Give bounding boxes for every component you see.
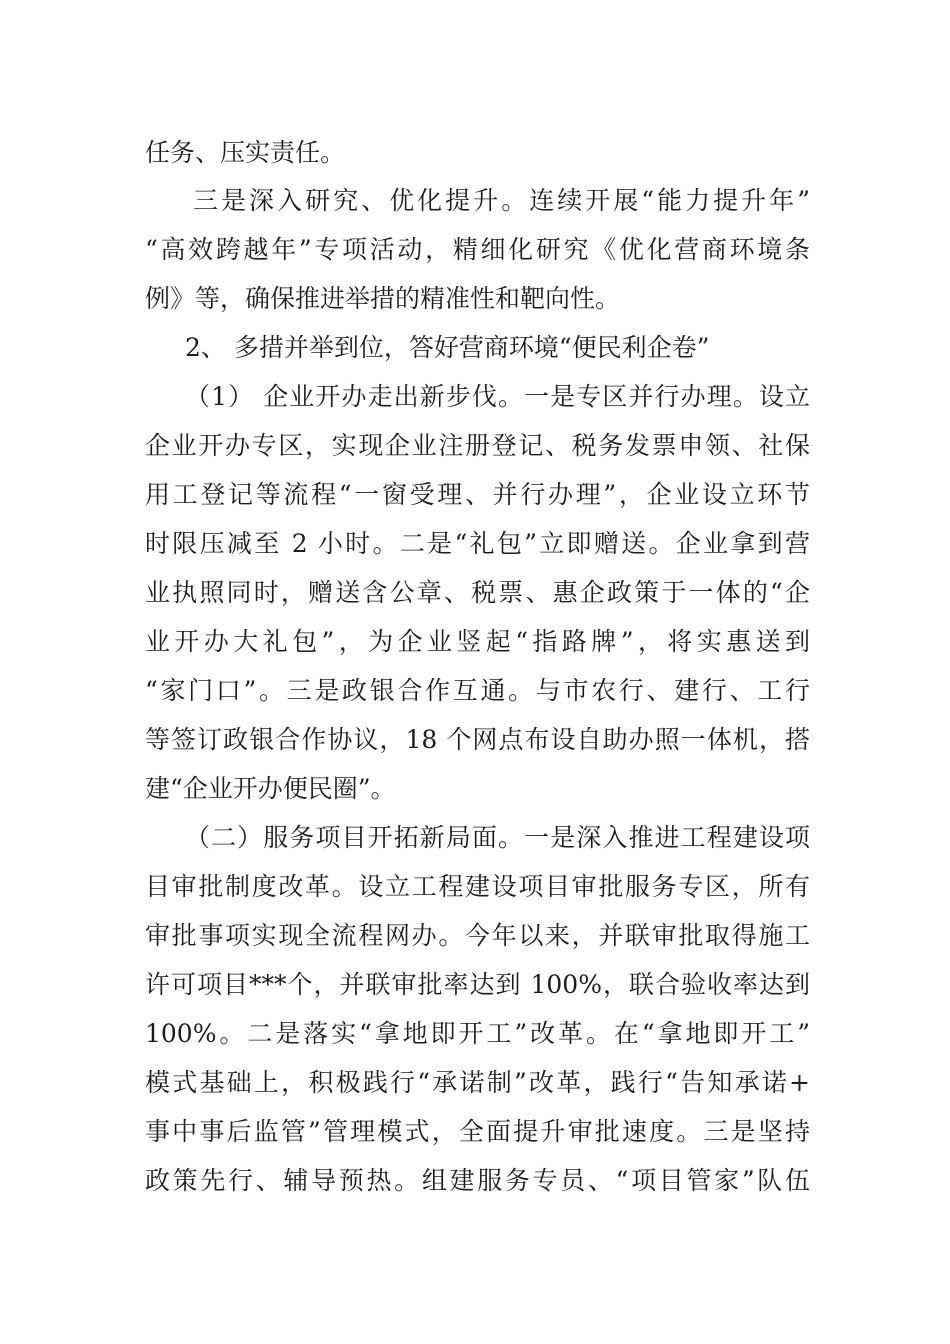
- text-line: （二）服务项目开拓新局面。一是深入推进工程建设项: [185, 823, 810, 852]
- text-line: 例》等，确保推进举措的精准性和靶向性。: [145, 284, 621, 313]
- text-line: 等签订政银合作协议，18 个网点布设自助办照一体机，搭: [145, 725, 810, 754]
- text-line: 业执照同时，赠送含公章、税票、惠企政策于一体的“企: [145, 578, 810, 607]
- text-line: 时限压减至 2 小时。二是“礼包”立即赠送。企业拿到营: [145, 529, 810, 558]
- text-line: 业开办大礼包”，为企业竖起“指路牌”，将实惠送到: [145, 627, 810, 656]
- text-line: 许可项目***个，并联审批率达到 100%，联合验收率达到: [145, 970, 810, 999]
- text-line: 审批事项实现全流程网办。今年以来，并联审批取得施工: [145, 921, 810, 950]
- section-heading: 2、 多措并举到位，答好营商环境“便民利企卷”: [185, 333, 710, 362]
- text-line: 事中事后监管”管理模式，全面提升审批速度。三是坚持: [145, 1117, 810, 1146]
- text-line: “家门口”。三是政银合作互通。与市农行、建行、工行: [145, 676, 810, 705]
- text-line: 建“企业开办便民圈”。: [145, 774, 396, 803]
- text-line: 目审批制度改革。设立工程建设项目审批服务专区，所有: [145, 872, 810, 901]
- text-line: 三是深入研究、优化提升。连续开展“能力提升年”: [193, 186, 810, 215]
- text-line: 任务、压实责任。: [145, 138, 346, 167]
- text-line: 用工登记等流程“一窗受理、并行办理”，企业设立环节: [145, 480, 810, 509]
- text-line: （1） 企业开办走出新步伐。一是专区并行办理。设立: [185, 382, 810, 411]
- text-line: 模式基础上，积极践行“承诺制”改革，践行“告知承诺+: [145, 1068, 810, 1097]
- text-line: 100%。二是落实“拿地即开工”改革。在“拿地即开工”: [145, 1019, 810, 1048]
- text-line: 政策先行、辅导预热。组建服务专员、“项目管家”队伍: [145, 1166, 810, 1195]
- text-line: “高效跨越年”专项活动，精细化研究《优化营商环境条: [145, 235, 810, 264]
- text-line: 企业开办专区，实现企业注册登记、税务发票申领、社保: [145, 431, 810, 460]
